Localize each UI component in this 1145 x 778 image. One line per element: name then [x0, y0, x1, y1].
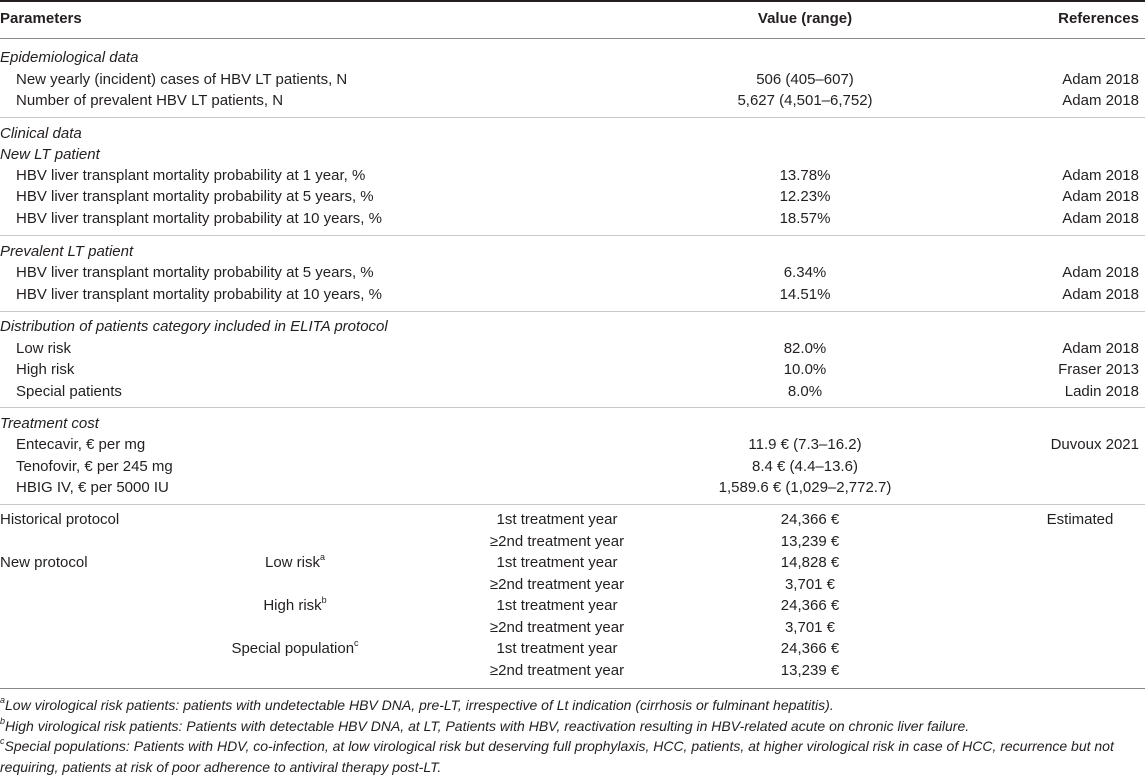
table-row: Entecavir, € per mg 11.9 € (7.3–16.2) Duvoux 2021 — [16, 436, 1139, 453]
table-row: Number of prevalent HBV LT patients, N 5,627 (4,501–6,752) Adam 2018 — [16, 92, 1139, 109]
section-title-distribution: Distribution of patients category included in ELITA protocol — [0, 318, 388, 335]
table-row: HBV liver transplant mortality probability at 1 year, % 13.78% Adam 2018 — [16, 167, 1139, 184]
table-row: High risk 10.0% Fraser 2013 — [16, 361, 1139, 378]
special-population-label: Special population$^c$ — [231, 638, 359, 657]
header-rule — [0, 38, 1145, 39]
protocol-row-low-2: ≥2nd treatment year 3,701 € — [489, 576, 836, 593]
subsection-title-new-lt: New LT patient — [0, 146, 100, 163]
table-row: HBV liver transplant mortality probability at 5 years, % 6.34% Adam 2018 — [16, 264, 1139, 281]
header-references: References — [1058, 10, 1139, 27]
section-divider — [0, 407, 1145, 408]
section-divider — [0, 235, 1145, 236]
estimated-reference: Estimated — [1046, 511, 1114, 528]
top-rule — [0, 0, 1145, 2]
high-risk-label: High risk$^b$ — [263, 595, 327, 614]
protocol-row-high-1: High risk$^b$ 1st treatment year 24,366 € — [0, 595, 1145, 617]
protocol-row-high-2: ≥2nd treatment year 3,701 € — [489, 619, 836, 636]
section-title-treatment-cost: Treatment cost — [0, 415, 99, 432]
section-title-epidemiological: Epidemiological data — [0, 49, 139, 66]
footnote-a: $^a$Low virological risk patients: patients with undetectable HBV DNA, pre-LT, irrespective of Lt indication (cirrhosis or fulminant hepatitis). — [0, 695, 834, 713]
footnote-c: $^c$Special populations: Patients with HDV, co-infection, at low virological risk but deserving full prophylaxis, HCC, patients, at higher virological risk in case of HCC, recurrence but not requiring, patients at risk of poor adherence to antiviral therapy post-LT. — [0, 736, 1114, 775]
footnote-mark-b: b — [321, 595, 327, 605]
bottom-rule — [0, 688, 1145, 689]
table-row: HBIG IV, € per 5000 IU 1,589.6 € (1,029–2,772.7) — [16, 479, 892, 496]
table-header — [0, 8, 1145, 30]
header-value: Value (range) — [757, 10, 853, 27]
table-row: HBV liver transplant mortality probability at 5 years, % 12.23% Adam 2018 — [16, 188, 1139, 205]
table-row: Tenofovir, € per 245 mg 8.4 € (4.4–13.6) — [16, 458, 858, 475]
protocol-row-special-1: Special population$^c$ 1st treatment year 24,366 € — [0, 638, 1145, 660]
table-row: HBV liver transplant mortality probability at 10 years, % 14.51% Adam 2018 — [16, 286, 1139, 303]
protocol-row-historical-2: ≥2nd treatment year 13,239 € — [489, 533, 840, 550]
table-row: Low risk 82.0% Adam 2018 — [16, 340, 1139, 357]
section-divider — [0, 504, 1145, 505]
footnote-b: $^b$High virological risk patients: Patients with detectable HBV DNA, at LT, Patients with HBV, reactivation resulting in HBV-related acute on chronic liver failure. — [0, 716, 970, 734]
historical-protocol-label: Historical protocol — [0, 511, 120, 528]
protocol-row-low-1: New protocol Low risk$^a$ 1st treatment year 14,828 € — [0, 552, 1145, 574]
table-row: Special patients 8.0% Ladin 2018 — [16, 383, 1139, 400]
low-risk-label: Low risk$^a$ — [264, 552, 326, 571]
protocol-row-special-2: ≥2nd treatment year 13,239 € — [489, 662, 840, 679]
subsection-title-prevalent-lt: Prevalent LT patient — [0, 243, 134, 260]
footnote-mark-a: a — [320, 552, 326, 562]
table-row: New yearly (incident) cases of HBV LT patients, N 506 (405–607) Adam 2018 — [16, 71, 1139, 88]
footnote-mark-c: c — [354, 638, 359, 648]
table-row: HBV liver transplant mortality probability at 10 years, % 18.57% Adam 2018 — [16, 210, 1139, 227]
section-divider — [0, 311, 1145, 312]
section-title-clinical: Clinical data — [0, 125, 82, 142]
section-divider — [0, 117, 1145, 118]
header-parameters: Parameters — [0, 10, 82, 27]
protocol-row-historical-1: Historical protocol 1st treatment year 24,366 € Estimated — [0, 509, 1145, 531]
new-protocol-label: New protocol — [0, 554, 88, 571]
